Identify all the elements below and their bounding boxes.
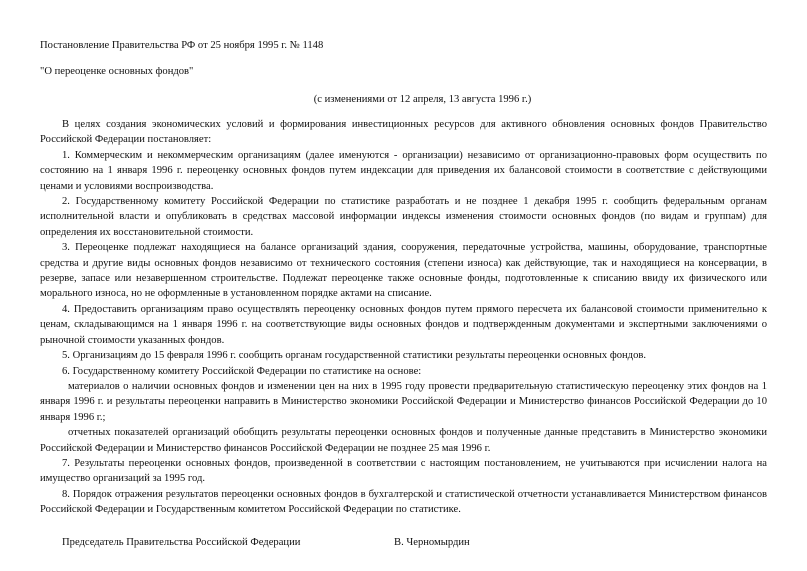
item-6-sub-2: отчетных показателей организаций обобщить результаты переоценки основных фондов и полученные данные представить в Министерство экономики Российской Федерации и Министерство финансов Российской Федерации не позднее 25 мая 1996 г.: [40, 427, 767, 454]
document-page: [40, 38, 767, 551]
item-3: 3. Переоценке подлежат находящиеся на балансе организаций здания, сооружения, передаточные устройства, машины, оборудование, транспортные средства и другие виды основных фондов независимо от технического состояния (степени износа) как действующие, так и находящиеся на консервации, в резерве, запасе или незавершенном строительстве. Подлежат переоценке также основные фонды, подготовленные к списанию ввиду их физического или морального износа, но не оформленные в установленном порядке актами на списание.: [40, 242, 767, 300]
item-6: 6. Государственному комитету Российской Федерации по статистике на основе:: [62, 365, 422, 377]
item-6-sub-1: материалов о наличии основных фондов и изменении цен на них в 1995 году провести предварительную статистическую переоценку этих фондов на 1 января 1996 г. и результаты переоценки направить в Министерство экономики Российской Федерации и Министерство финансов Российской Федерации до 10 января 1996 г.;: [40, 380, 767, 423]
item-1: 1. Коммерческим и некоммерческим организациям (далее именуются - организации) независимо от организационно-правовых форм осуществить по состоянию на 1 января 1996 г. переоценку основных фондов путем индексации для приведения их балансовой стоимости в соответствие с действующими ценами и условиями воспроизводства.: [40, 149, 767, 192]
item-5: 5. Организациям до 15 февраля 1996 г. сообщить органам государственной статистики результаты переоценки основных фондов.: [62, 350, 647, 362]
signature-block: [40, 535, 767, 551]
item-7: 7. Результаты переоценки основных фондов, произведенной в соответствии с настоящим постановлением, не учитываются при исчислении налога на имущество организаций за 1995 год.: [40, 457, 767, 485]
signature-name: В. Черномырдин: [394, 536, 470, 548]
signature-role: Председатель Правительства Российской Федерации: [62, 536, 301, 548]
document-subtitle: "О переоценке основных фондов": [40, 66, 194, 77]
amendments-note: (с изменениями от 12 апреля, 13 августа 1996 г.): [313, 94, 532, 105]
document-body: [40, 117, 767, 518]
document-title: Постановление Правительства РФ от 25 ноября 1995 г. № 1148: [40, 40, 324, 51]
item-4: 4. Предоставить организациям право осуществлять переоценку основных фондов путем прямого пересчета их балансовой стоимости применительно к ценам, складывающимся на 1 января 1996 г. на соответствующие виды основных фондов и подтвержденным документами и экспертными заключениями о рыночной стоимости указанных фондов.: [40, 303, 767, 346]
item-8: 8. Порядок отражения результатов переоценки основных фондов в бухгалтерской и статистической отчетности устанавливается Министерством финансов Российской Федерации и Государственным комитетом Российской Федерации по статистике.: [40, 488, 767, 516]
preamble: В целях создания экономических условий и формирования инвестиционных ресурсов для активного обновления основных фондов Правительство Российской Федерации постановляет:: [40, 119, 767, 146]
item-2: 2. Государственному комитету Российской Федерации по статистике разработать и не позднее 1 декабря 1995 г. сообщить федеральным органам исполнительной власти и опубликовать в средствах массовой информации индексы изменения стоимости основных фондов (по видам и группам) для определения их восстановительной стоимости.: [40, 196, 767, 238]
